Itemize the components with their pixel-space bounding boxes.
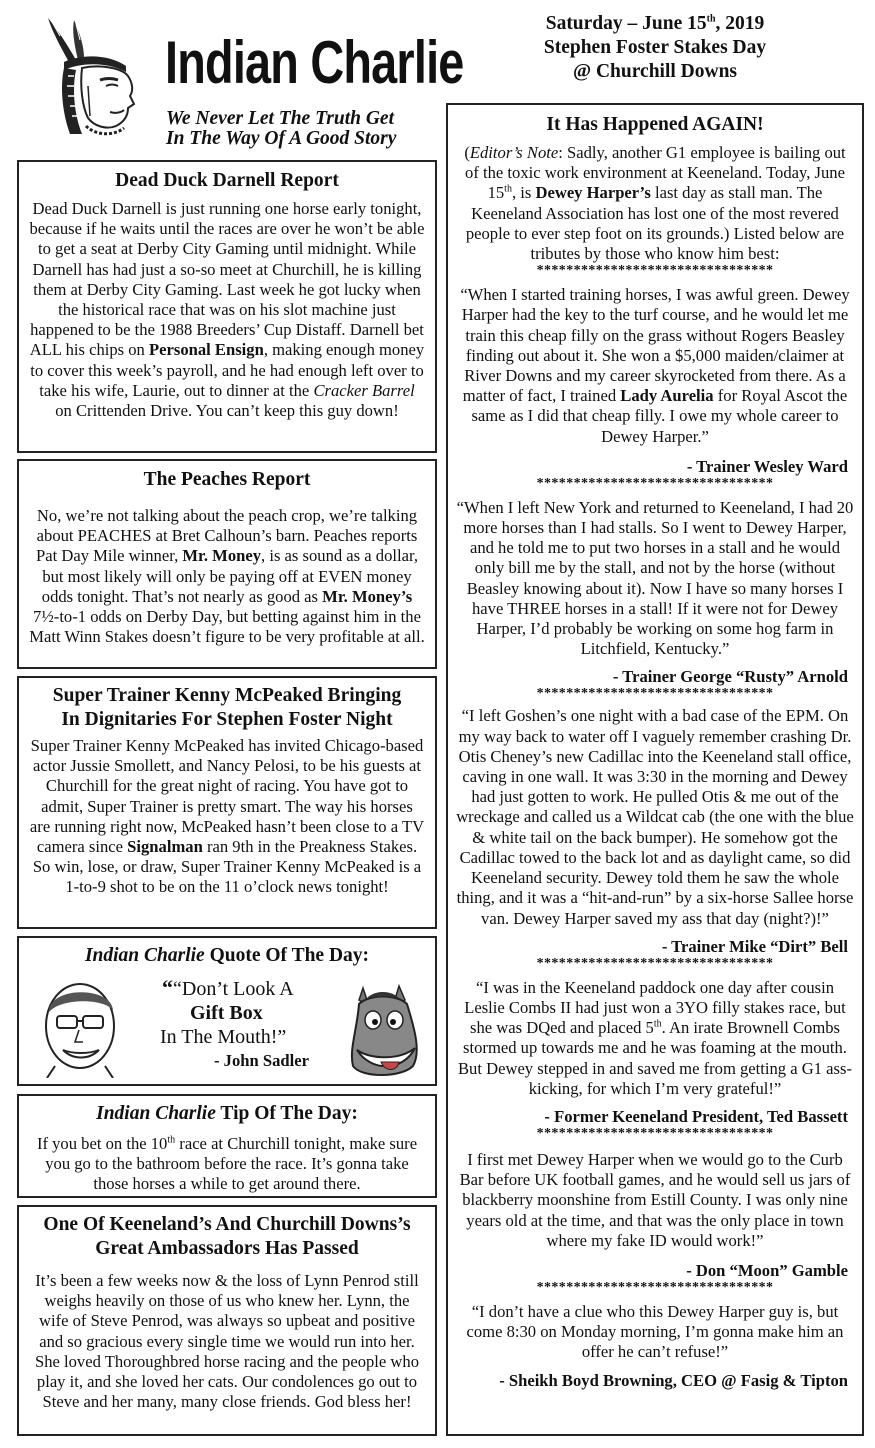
- tribute-browning: “I don’t have a clue who this Dewey Harper guy is, but come 8:30 on Monday morning, I’m gonna make him an offer he can’t refuse!”: [466, 1301, 844, 1362]
- penrod-title: [29, 1213, 425, 1261]
- dateline-venue: @ Churchill Downs: [572, 61, 738, 82]
- harper-intro: (Editor’s Note: Sadly, another G1 employee is bailing out of the toxic work environment at Keeneland. Today, June 15th, is Dewey Harper’s last day as stall man. The Keeneland Association has lost one of the most revered people to ever step foot on its grounds.) Listed below are tributes by those who know him best:: [464, 143, 846, 264]
- quote-text: [154, 976, 309, 1073]
- tip-body: If you bet on the 10th race at Churchill tonight, make sure you go to the bathroom before the race. It’s gonna take those horses a while to get around there.: [36, 1134, 418, 1194]
- signature-ward: - Trainer Wesley Ward: [686, 456, 848, 476]
- dateline-event: Stephen Foster Stakes Day: [543, 37, 767, 58]
- signature-bassett: - Former Keeneland President, Ted Bassett: [544, 1106, 848, 1126]
- divider-stars: ********************************: [536, 263, 774, 279]
- signature-arnold: - Trainer George “Rusty” Arnold: [612, 667, 848, 687]
- mcpeaked-title-line-2: In Dignitaries For Stephen Foster Night: [61, 709, 393, 730]
- tip-title: Indian Charlie Tip Of The Day:: [96, 1103, 358, 1124]
- john-sadler-caricature-icon: [33, 978, 128, 1078]
- quote-line-3: In The Mouth!”: [160, 1026, 287, 1048]
- mcpeaked-title-line-1: Super Trainer Kenny McPeaked Bringing: [52, 685, 402, 706]
- tribute-bell: “I left Goshen’s one night with a bad case of the EPM. On my way back to water off I vaguely remember crashing Dr. Otis Cheney’s new Cadillac into the Keeneland stall office, caving in one wall. It was 3:30 in the morning and Dewey had just gotten to work. He pulled Otis & me out of the wreckage and called us a Wildcat cab (the one with the blue & white tail on the back bumper). He somehow got the Cadillac towed to the back lot and as daylight came, so did Keeneland security. Dewey told them he saw the whole thing, and it was a “hit-and-run” by a six-horse Sallee horse van. Dewey Harper saved my ass that day (night?)!”: [456, 706, 854, 928]
- masthead: [20, 8, 464, 158]
- tribute-gamble: I first met Dewey Harper when we would go to the Curb Bar before UK football games, and he would sell us jars of blackberry moonshine from Estill County. I was only nine years old at the time, and that was the only place in town where my fake ID would work!”: [459, 1149, 851, 1250]
- quote-box: [17, 936, 437, 1086]
- signature-bell: - Trainer Mike “Dirt” Bell: [661, 936, 848, 956]
- peaches-report-box: [17, 459, 437, 669]
- peaches-report-title: The Peaches Report: [143, 469, 311, 490]
- peaches-report-body: No, we’re not talking about the peach crop, we’re talking about PEACHES at Bret Calhoun’s barn. Peaches reports Pat Day Mile winner, Mr. Money, is as sound as a dollar, but most likely will only be paying off at EVEN money odds tonight. That’s not nearly as good as Mr. Money’s 7½-to-1 odds on Derby Day, but betting against him in the Matt Winn Stakes doesn’t figure to be very profitable at all.: [29, 506, 425, 647]
- divider-stars: ********************************: [536, 1125, 774, 1141]
- quote-line-1: ““Don’t Look A: [162, 975, 294, 1000]
- quote-attribution: - John Sadler: [214, 1051, 309, 1070]
- dateline: [446, 12, 864, 84]
- masthead-title: Indian Charlie: [165, 29, 464, 96]
- darnell-report-box: [17, 160, 437, 453]
- penrod-title-line-1: One Of Keeneland’s And Churchill Downs’s: [43, 1214, 411, 1235]
- darnell-report-body: Dead Duck Darnell is just running one horse early tonight, because if he waits until the races are over he won’t be able to get a seat at Derby City Gaming until midnight. While Darnell has had just a so-so meet at Churchill, he is killing them at Derby City Gaming. Last week he got lucky when the historical race that was on his slot machine just happened to be the 1988 Breeders’ Cup Distaff. Darnell bet ALL his chips on Personal Ensign, making enough money to cover this week’s payroll, and he had enough left over to take his wife, Laurie, out to dinner at the Cracker Barrel on Crittenden Drive. You can’t keep this guy down!: [29, 199, 425, 421]
- signature-browning: - Sheikh Boyd Browning, CEO @ Fasig & Tipton: [499, 1370, 848, 1390]
- divider-stars: ********************************: [536, 955, 774, 971]
- tribute-bassett: “I was in the Keeneland paddock one day after cousin Leslie Combs II had just won a 3YO filly stakes race, but she was DQed and placed 5th. An irate Brownell Combs stormed up towards me and he was foaming at the mouth. But Dewey stepped in and saved me from getting a G1 ass-kicking, for which I’m very grateful!”: [457, 977, 852, 1098]
- divider-stars: ********************************: [536, 1279, 774, 1295]
- divider-stars: ********************************: [536, 686, 774, 702]
- quote-title: Indian Charlie Quote Of The Day:: [84, 945, 370, 966]
- mcpeaked-title: [29, 684, 425, 732]
- mcpeaked-body: Super Trainer Kenny McPeaked has invited Chicago-based actor Jussie Smollett, and Nancy Pelosi, to be his guests at Churchill for the great night of racing. You have got to admit, Super Trainer is pretty smart. The way his horses are running right now, McPeaked hasn’t been close to a TV camera since Signalman ran 9th in the Preakness Stakes. So win, lose, or draw, Super Trainer Kenny McPeaked is a 1-to-9 shot to be on the 11 o’clock news tonight!: [29, 736, 425, 897]
- dateline-date: Saturday – June 15th, 2019: [545, 13, 765, 34]
- darnell-report-title: Dead Duck Darnell Report: [115, 170, 339, 191]
- signature-gamble: - Don “Moon” Gamble: [686, 1260, 848, 1280]
- tagline-line-1: We Never Let The Truth Get: [166, 108, 394, 129]
- tagline-line-2: In The Way Of A Good Story: [166, 128, 397, 149]
- mcpeaked-box: [17, 676, 437, 929]
- divider-stars: ********************************: [536, 475, 774, 491]
- quote-line-2: Gift Box: [190, 1002, 263, 1024]
- penrod-box: [17, 1205, 437, 1436]
- penrod-body: It’s been a few weeks now & the loss of Lynn Penrod still weighs heavily on those of us who knew her. Lynn, the wife of Steve Penrod, was always so upbeat and positive and so gracious every single time we would run into her. She loved Thoroughbred horse racing and the people who play it, and she loved her cats. Our condolences go out to Steve and her many, many close friends. God bless her!: [34, 1271, 419, 1412]
- tribute-ward: “When I started training horses, I was awful green. Dewey Harper had the key to the turf course, and he would let me train this cheap filly on the grass without Rogers Beasley finding out about it. She won a $5,000 maiden/claimer at River Downs and my career skyrocketed from there. As a matter of fact, I trained Lady Aurelia for Royal Ascot the same as I did that cheap filly. I owe my whole career to Dewey Harper.”: [460, 285, 850, 446]
- harper-tributes-box: [446, 103, 864, 1436]
- tribute-arnold: “When I left New York and returned to Keeneland, I had 20 more horses than I had stalls. So I went to Dewey Harper, and he told me to put two horses in a stall and he would only bill me by the stall, and not by the horse (without Beasley knowing about it). Now I have so many horses I have THREE horses in a stall! If it were not for Dewey Harper, I’d probably be working on some hog farm in Litchfield, Kentucky.”: [456, 497, 854, 659]
- penrod-title-line-2: Great Ambassadors Has Passed: [95, 1238, 359, 1259]
- indian-chief-logo-icon: [30, 16, 150, 141]
- harper-title: It Has Happened AGAIN!: [546, 114, 764, 135]
- cartoon-horse-icon: [341, 980, 429, 1080]
- tip-box: [17, 1094, 437, 1198]
- masthead-tagline: [166, 109, 396, 149]
